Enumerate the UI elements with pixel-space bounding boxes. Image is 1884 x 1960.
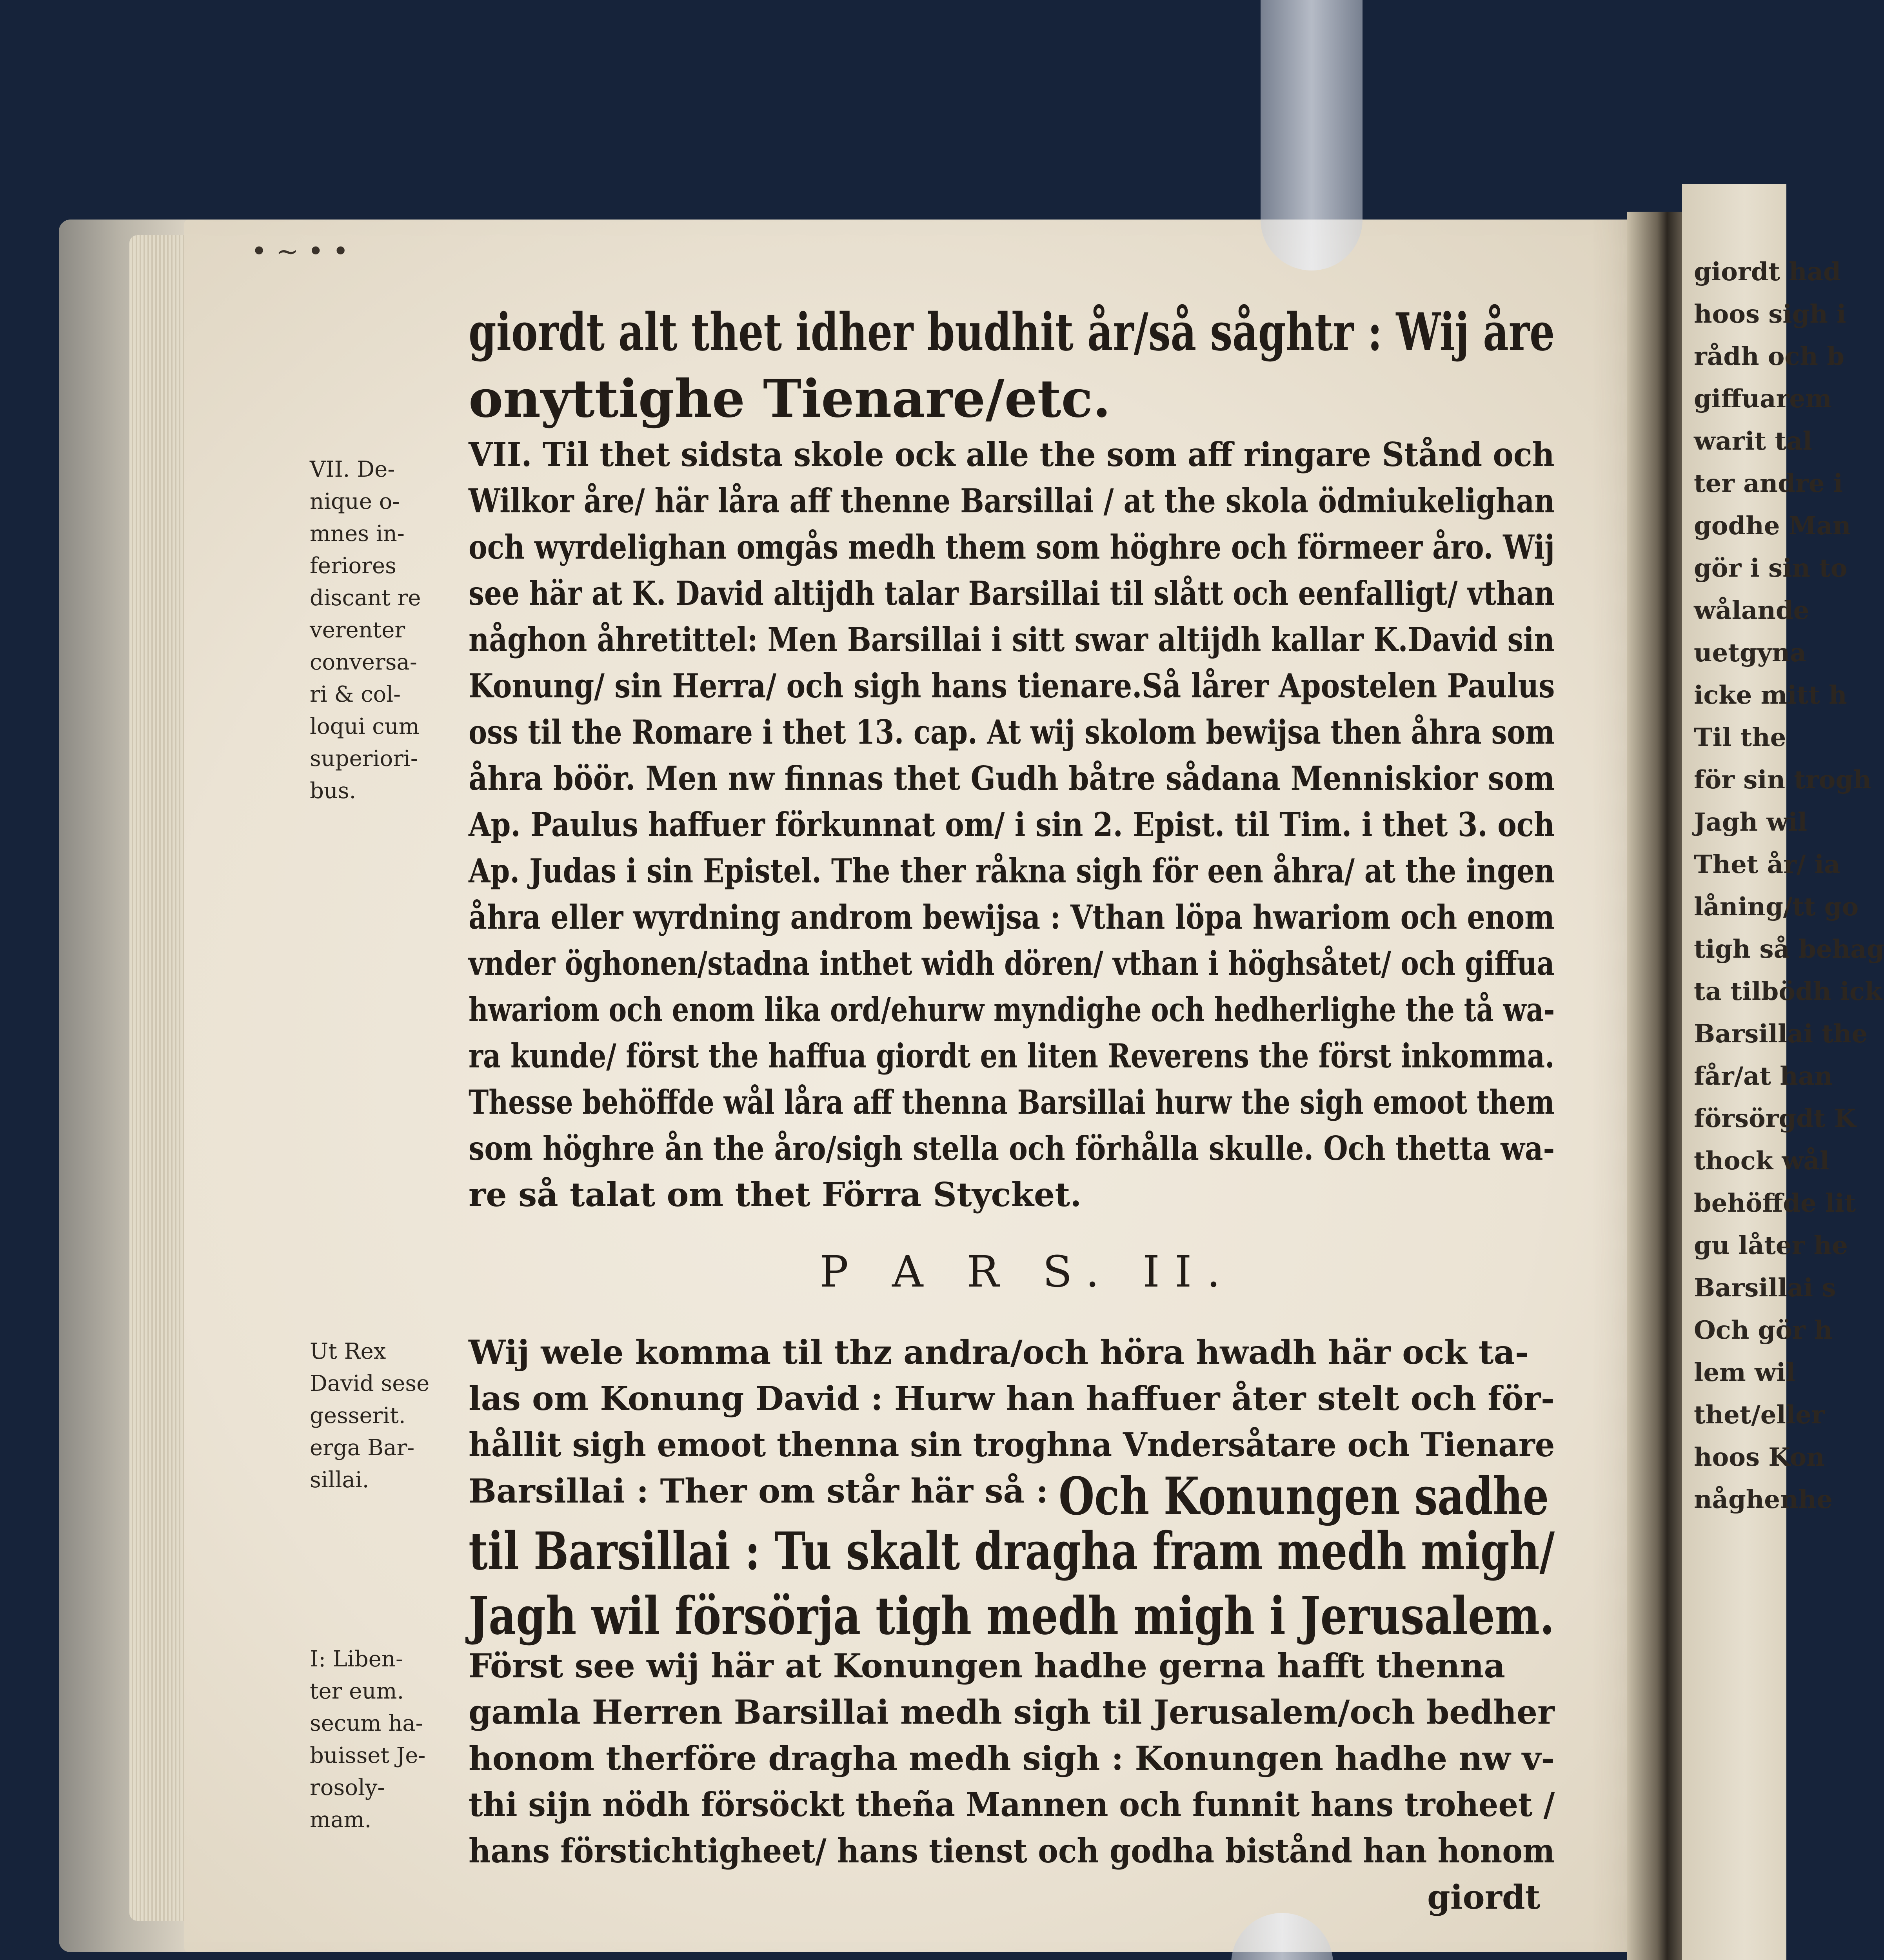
pars-heading: P A R S. II. [819, 1247, 1235, 1297]
text-line: hans förstichtigheet/ hans tienst och godha bistånd han honom [469, 1831, 1555, 1870]
right-page-fragment: Och gör h [1694, 1316, 1833, 1345]
right-page-fragment: warit tal [1694, 426, 1812, 456]
text-line: gamla Herren Barsillai medh sigh til Jerusalem/och bedher [469, 1693, 1555, 1731]
right-page-fragment: ta tilbödh ick [1694, 977, 1882, 1006]
text-line: åhra eller wyrdning androm bewijsa : Vthan löpa hwariom och enom [469, 898, 1555, 936]
right-page-fragment: gör i sin to [1694, 554, 1848, 583]
marginal-note-line: verenter [310, 617, 405, 643]
right-page-fragment: thock wål [1694, 1146, 1829, 1176]
right-page-fragment: Jagh wil [1694, 808, 1808, 837]
text-line: VII. Til thet sidsta skole ock alle the som aff ringare Stånd och [469, 435, 1555, 474]
text-line: som höghre ån the åro/sigh stella och förhålla skulle. Och thetta wa- [469, 1129, 1555, 1168]
marginal-note-line: conversa- [310, 650, 417, 675]
right-page-fragment: uetgyna [1694, 638, 1806, 668]
right-page-fragment: giffuarem [1694, 384, 1832, 414]
marginal-note-line: gesserit. [310, 1403, 406, 1428]
right-page-fragment: gu låter he [1694, 1231, 1848, 1260]
marginal-note-line: superiori- [310, 746, 418, 771]
right-page-fragment: giordt had [1694, 257, 1841, 287]
right-page-fragment: Barsillai the [1694, 1019, 1868, 1049]
marginal-note-line: mnes in- [310, 521, 405, 546]
marginal-note-line: erga Bar- [310, 1435, 415, 1461]
text-line: Wilkor åre/ här låra aff thenne Barsillai / at the skola ödmiukelighan [469, 481, 1555, 520]
text-line: Wij wele komma til thz andra/och höra hwadh här ock ta- [469, 1333, 1529, 1372]
marginal-note-line: feriores [310, 553, 396, 579]
right-page-fragment: ter andre i [1694, 469, 1843, 498]
text-line: Ap. Paulus haffuer förkunnat om/ i sin 2. Epist. til Tim. i thet 3. och [469, 805, 1555, 844]
text-line: ra kunde/ först the haffua giordt en liten Reverens the först inkomma. [469, 1036, 1555, 1075]
right-page-fragment: hoos Kon [1694, 1443, 1825, 1472]
right-page-fragment: Thet år/ ia [1694, 850, 1840, 879]
right-page-fragment: tigh så behag [1694, 935, 1884, 964]
marginal-note-line: bus. [310, 778, 356, 804]
marginal-note-line: David sese [310, 1371, 430, 1396]
text-line: see här at K. David altijdh talar Barsillai til slått och eenfalligt/ vthan [469, 574, 1555, 613]
marginal-note-line: VII. De- [310, 457, 395, 482]
marginal-note-line: secum ha- [310, 1711, 423, 1736]
right-page-fragment: wålande [1694, 596, 1810, 625]
text-line: Barsillai : Ther om står här så : [469, 1472, 1048, 1510]
text-line: Ap. Judas i sin Epistel. The ther råkna sigh för een åhra/ at the ingen [469, 851, 1555, 890]
right-page-fragment: Til the [1694, 723, 1786, 752]
marginal-note-line: buisset Je- [310, 1743, 426, 1768]
right-page-fragment: hoos sigh i [1694, 299, 1846, 329]
right-page-fragment: godhe Man [1694, 511, 1851, 541]
text-line: åhra böör. Men nw finnas thet Gudh båtre sådana Menniskior som [469, 759, 1555, 798]
text-line: las om Konung David : Hurw han haffuer åter stelt och för- [469, 1379, 1555, 1418]
marginal-note-line: ri & col- [310, 682, 401, 707]
right-page-fragment: icke mitt h [1694, 681, 1847, 710]
text-line: honom therföre dragha medh sigh : Konungen hadhe nw v- [469, 1739, 1555, 1778]
text-line: giordt alt thet idher budhit år/så såghtr : Wij åre [469, 302, 1555, 363]
right-page-fragment: någhenhe [1694, 1485, 1833, 1514]
text-line: hållit sigh emoot thenna sin troghna Vndersåtare och Tienare [469, 1425, 1555, 1464]
text-line: onyttighe Tienare/etc. [469, 368, 1111, 429]
marginal-note-line: rosoly- [310, 1775, 385, 1800]
right-page-fragment: för sin trogh [1694, 765, 1871, 795]
text-line: vnder öghonen/stadna inthet widh dören/ vthan i höghsåtet/ och giffua [469, 944, 1555, 983]
right-page-fragment: försörgdt K [1694, 1104, 1856, 1133]
text-line: någhon åhretittel: Men Barsillai i sitt swar altijdh kallar K.David sin [469, 620, 1555, 659]
quote-line: til Barsillai : Tu skalt dragha fram medh migh/ [469, 1521, 1555, 1582]
marginal-note-line: discant re [310, 585, 421, 611]
book-clip-top [1261, 0, 1363, 270]
marginal-note-line: loqui cum [310, 714, 420, 739]
corner-marks: • ~ • • [251, 235, 349, 267]
right-page-fragment: behöffde lit [1694, 1189, 1856, 1218]
catchword: giordt [1427, 1878, 1541, 1916]
text-line: Konung/ sin Herra/ och sigh hans tienare.Så lårer Apostelen Paulus [469, 666, 1555, 705]
right-page-fragment: thet/eller [1694, 1400, 1825, 1430]
quote-line: Och Konungen sadhe [1059, 1466, 1549, 1527]
text-line: och wyrdelighan omgås medh them som höghre och förmeer åro. Wij [469, 528, 1555, 566]
text-line: thi sijn nödh försöckt theña Mannen och funnit hans troheet / [469, 1785, 1555, 1824]
right-page-text [1694, 251, 1884, 1960]
right-page-fragment: får/at han [1694, 1062, 1833, 1091]
text-line: hwariom och enom lika ord/ehurw myndighe och hedherlighe the tå wa- [469, 990, 1555, 1029]
text-line: Thesse behöffde wål låra aff thenna Barsillai hurw the sigh emoot them [469, 1083, 1555, 1122]
marginal-note-line: mam. [310, 1807, 372, 1833]
text-line: oss til the Romare i thet 13. cap. At wij skolom bewijsa then åhra som [469, 713, 1555, 751]
right-page-fragment: rådh och b [1694, 342, 1844, 371]
text-line: re så talat om thet Förra Stycket. [469, 1175, 1082, 1214]
quote-line: Jagh wil försörja tigh medh migh i Jerusalem. [469, 1586, 1555, 1646]
right-page-fragment: Barsillai s [1694, 1273, 1836, 1303]
right-page-fragment: lem wil [1694, 1358, 1795, 1387]
marginal-note-line: ter eum. [310, 1679, 404, 1704]
marginal-note-line: sillai. [310, 1467, 369, 1493]
text-line: Först see wij här at Konungen hadhe gerna hafft thenna [469, 1646, 1505, 1685]
marginal-note-line: I: Liben- [310, 1646, 403, 1672]
marginal-note-line: Ut Rex [310, 1339, 386, 1364]
marginal-note-line: nique o- [310, 489, 400, 514]
right-page-fragment: låning/tt go [1694, 892, 1859, 922]
